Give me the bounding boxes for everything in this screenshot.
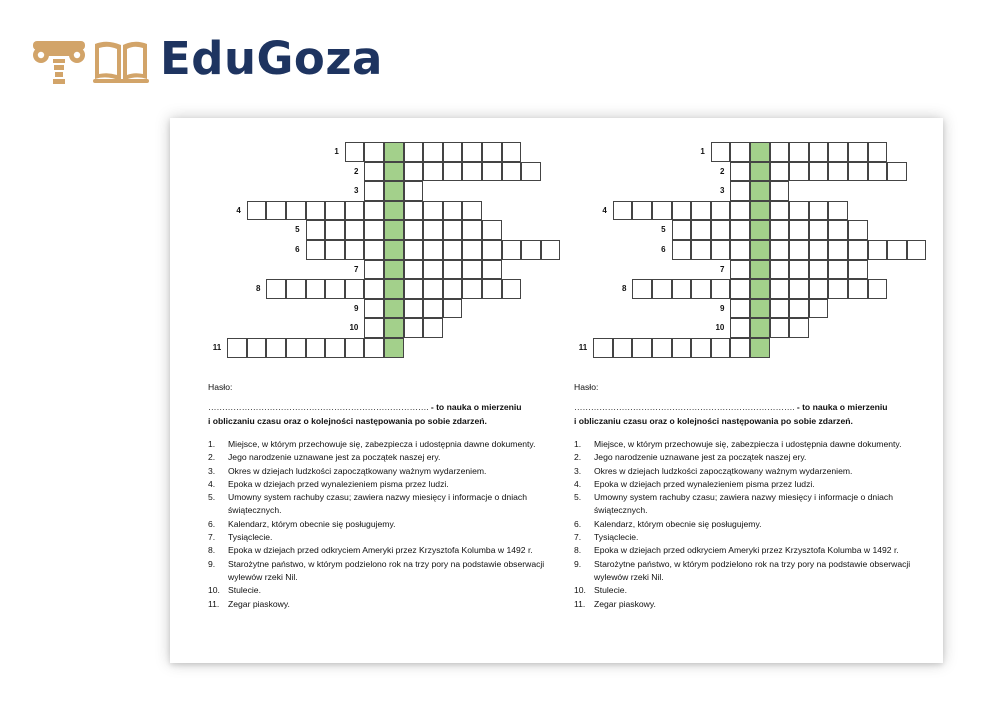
- crossword-row-number: 5: [295, 225, 300, 235]
- haslo-dots: …………………………………………………………………….: [208, 402, 429, 412]
- crossword-cell: [462, 279, 482, 299]
- clue-number: 1.: [574, 439, 582, 449]
- crossword-cell: [364, 240, 384, 260]
- crossword-cell: [652, 279, 672, 299]
- crossword-cell: [443, 142, 463, 162]
- crossword-cell: [521, 240, 541, 260]
- crossword-cell: [266, 201, 286, 221]
- crossword-cell: [423, 201, 443, 221]
- clue-item: [208, 544, 548, 557]
- crossword-cell: [730, 338, 750, 358]
- crossword-cell: [364, 299, 384, 319]
- crossword-cell: [613, 201, 633, 221]
- clue-number: 4.: [208, 478, 216, 489]
- crossword-row-number: 1: [700, 147, 705, 156]
- crossword-cell: [672, 338, 692, 358]
- haslo-definition: i obliczaniu czasu oraz o kolejności następowania po sobie zdarzeń.: [208, 416, 487, 426]
- crossword-cell: [730, 220, 750, 240]
- clue-text: Kalendarz, którym obecnie się posługujemy.: [594, 518, 762, 529]
- crossword-cell: [364, 279, 384, 299]
- clue-text: Starożytne państwo, w którym podzielono rok na trzy pory na podstawie obserwacji wylewów rzeki Nil.: [594, 558, 911, 582]
- crossword-cell: [345, 142, 365, 162]
- clue-text: Tysiąclecie.: [594, 532, 639, 543]
- crossword-cell: [711, 220, 731, 240]
- clue-number: 9.: [208, 558, 216, 569]
- crossword-key-cell: [384, 318, 404, 338]
- crossword-cell: [691, 201, 711, 221]
- haslo-answer-line: [574, 402, 888, 412]
- crossword-key-cell: [384, 201, 404, 221]
- haslo-dots: …………………………………………………………………….: [574, 402, 795, 412]
- crossword-cell: [789, 299, 809, 319]
- crossword-cell: [789, 318, 809, 338]
- crossword-row-number: 10: [715, 323, 725, 333]
- crossword-key-cell: [384, 338, 404, 358]
- crossword-key-cell: [750, 338, 770, 358]
- crossword-cell: [672, 279, 692, 299]
- crossword-cell: [482, 279, 502, 299]
- crossword-row-number: 10: [349, 323, 359, 333]
- crossword-cell: [462, 240, 482, 260]
- worksheet-copy-right: [570, 118, 940, 663]
- crossword-cell: [423, 318, 443, 338]
- crossword-row-number: 4: [602, 205, 607, 215]
- clue-list: [208, 438, 548, 611]
- crossword-cell: [868, 162, 888, 182]
- crossword-cell: [364, 181, 384, 201]
- crossword-cell: [364, 201, 384, 221]
- clue-number: 7.: [208, 532, 216, 543]
- crossword-cell: [730, 142, 750, 162]
- crossword-cell: [462, 201, 482, 221]
- crossword-cell: [672, 240, 692, 260]
- clue-number: 8.: [574, 545, 582, 556]
- clue-item: [208, 451, 548, 464]
- crossword-cell: [632, 279, 652, 299]
- crossword-cell: [325, 279, 345, 299]
- crossword-cell: [443, 220, 463, 240]
- crossword-cell: [423, 142, 443, 162]
- crossword-row-number: 3: [719, 186, 725, 196]
- crossword-cell: [770, 181, 790, 201]
- clue-text: Stulecie.: [228, 585, 261, 596]
- crossword-grid: [570, 118, 940, 378]
- clue-item: [208, 518, 548, 531]
- crossword-key-cell: [750, 240, 770, 260]
- clue-text: Starożytne państwo, w którym podzielono rok na trzy pory na podstawie obserwacji wylewów rzeki Nil.: [228, 558, 545, 582]
- crossword-row-number: 2: [353, 166, 359, 176]
- clue-number: 9.: [574, 558, 582, 569]
- crossword-cell: [482, 220, 502, 240]
- crossword-cell: [443, 299, 463, 319]
- crossword-cell: [423, 220, 443, 240]
- crossword-cell: [770, 299, 790, 319]
- crossword-cell: [730, 318, 750, 338]
- clue-number: 11.: [574, 598, 586, 609]
- crossword-key-cell: [750, 162, 770, 182]
- crossword-key-cell: [384, 181, 404, 201]
- crossword-cell: [482, 162, 502, 182]
- clue-number: 7.: [574, 532, 582, 543]
- crossword-cell: [711, 338, 731, 358]
- crossword-cell: [809, 162, 829, 182]
- clue-number: 5.: [574, 492, 582, 503]
- crossword-cell: [809, 279, 829, 299]
- crossword-key-cell: [750, 142, 770, 162]
- crossword-cell: [691, 220, 711, 240]
- crossword-cell: [809, 299, 829, 319]
- crossword-cell: [770, 240, 790, 260]
- clue-text: Jego narodzenie uznawane jest za początek naszej ery.: [594, 452, 807, 463]
- crossword-cell: [266, 279, 286, 299]
- crossword-cell: [404, 279, 424, 299]
- clue-item: [574, 598, 914, 611]
- crossword-cell: [423, 299, 443, 319]
- clue-item: [208, 584, 548, 597]
- crossword-cell: [730, 240, 750, 260]
- crossword-cell: [482, 142, 502, 162]
- crossword-row-number: 6: [661, 245, 666, 254]
- clue-item: [574, 465, 914, 478]
- clue-item: [574, 558, 914, 585]
- clue-text: Tysiąclecie.: [228, 532, 273, 543]
- crossword-cell: [404, 201, 424, 221]
- crossword-cell: [306, 220, 326, 240]
- clue-number: 2.: [574, 452, 582, 463]
- crossword-row-number: 3: [353, 186, 359, 196]
- crossword-cell: [848, 240, 868, 260]
- clue-item: [574, 544, 914, 557]
- crossword-cell: [868, 142, 888, 162]
- clue-item: [208, 438, 548, 451]
- clue-text: Jego narodzenie uznawane jest za początek naszej ery.: [228, 452, 441, 463]
- crossword-cell: [809, 260, 829, 280]
- crossword-cell: [809, 201, 829, 221]
- crossword-cell: [541, 240, 561, 260]
- crossword-cell: [364, 318, 384, 338]
- clue-number: 1.: [208, 439, 216, 449]
- crossword-cell: [286, 279, 306, 299]
- crossword-cell: [443, 162, 463, 182]
- clue-text: Epoka w dziejach przed odkryciem Ameryki przez Krzysztofa Kolumba w 1492 r.: [594, 545, 899, 556]
- crossword-cell: [462, 220, 482, 240]
- crossword-cell: [227, 338, 247, 358]
- worksheet-copy-left: [204, 118, 574, 663]
- crossword-cell: [521, 162, 541, 182]
- clue-item: [208, 531, 548, 544]
- clue-text: Umowny system rachuby czasu; zawiera nazwy miesięcy i informacje o dniach świątecznych.: [594, 492, 893, 516]
- clue-item: [574, 518, 914, 531]
- crossword-key-cell: [384, 220, 404, 240]
- crossword-cell: [502, 240, 522, 260]
- crossword-cell: [286, 201, 306, 221]
- crossword-cell: [770, 279, 790, 299]
- crossword-cell: [325, 201, 345, 221]
- crossword-cell: [887, 162, 907, 182]
- clue-text: Miejsce, w którym przechowuje się, zabezpiecza i udostępnia dawne dokumenty.: [228, 439, 536, 449]
- clue-number: 10.: [208, 585, 220, 596]
- crossword-key-cell: [750, 220, 770, 240]
- column-book-logo-icon: [33, 37, 151, 85]
- crossword-row-number: 6: [295, 245, 300, 254]
- crossword-cell: [306, 279, 326, 299]
- crossword-cell: [345, 279, 365, 299]
- clue-text: Stulecie.: [594, 585, 627, 596]
- crossword-cell: [770, 201, 790, 221]
- brand-logo: [33, 32, 383, 86]
- clue-number: 3.: [208, 465, 216, 476]
- crossword-row-number: 1: [334, 147, 339, 156]
- crossword-cell: [404, 162, 424, 182]
- crossword-cell: [443, 279, 463, 299]
- crossword-cell: [423, 260, 443, 280]
- clue-text: Okres w dziejach ludzkości zapoczątkowany ważnym wydarzeniem.: [228, 465, 487, 476]
- crossword-cell: [848, 279, 868, 299]
- crossword-cell: [789, 162, 809, 182]
- crossword-cell: [848, 162, 868, 182]
- crossword-cell: [632, 338, 652, 358]
- crossword-cell: [462, 142, 482, 162]
- crossword-cell: [306, 240, 326, 260]
- crossword-cell: [691, 338, 711, 358]
- clue-item: [574, 491, 914, 518]
- crossword-cell: [404, 142, 424, 162]
- crossword-cell: [502, 279, 522, 299]
- crossword-key-cell: [384, 162, 404, 182]
- crossword-cell: [809, 142, 829, 162]
- crossword-grid: [204, 118, 574, 378]
- crossword-key-cell: [750, 318, 770, 338]
- crossword-cell: [443, 240, 463, 260]
- crossword-cell: [770, 260, 790, 280]
- clue-item: [574, 584, 914, 597]
- crossword-cell: [672, 220, 692, 240]
- crossword-cell: [247, 338, 267, 358]
- crossword-cell: [907, 240, 927, 260]
- clue-item: [208, 465, 548, 478]
- crossword-cell: [730, 162, 750, 182]
- crossword-row-number: 4: [236, 205, 241, 215]
- crossword-cell: [887, 240, 907, 260]
- crossword-cell: [652, 338, 672, 358]
- crossword-cell: [423, 279, 443, 299]
- crossword-cell: [364, 142, 384, 162]
- haslo-label: Hasło:: [208, 382, 233, 392]
- crossword-cell: [364, 338, 384, 358]
- crossword-cell: [613, 338, 633, 358]
- clue-item: [574, 531, 914, 544]
- crossword-cell: [345, 240, 365, 260]
- crossword-cell: [730, 181, 750, 201]
- crossword-cell: [848, 260, 868, 280]
- crossword-key-cell: [750, 279, 770, 299]
- crossword-cell: [404, 318, 424, 338]
- worksheet: [170, 118, 943, 663]
- crossword-cell: [404, 220, 424, 240]
- crossword-key-cell: [750, 181, 770, 201]
- crossword-cell: [632, 201, 652, 221]
- clue-number: 5.: [208, 492, 216, 503]
- clue-number: 6.: [574, 518, 582, 529]
- clue-number: 6.: [208, 518, 216, 529]
- crossword-cell: [404, 181, 424, 201]
- crossword-cell: [828, 240, 848, 260]
- crossword-cell: [286, 338, 306, 358]
- crossword-cell: [789, 279, 809, 299]
- crossword-cell: [364, 260, 384, 280]
- crossword-cell: [828, 220, 848, 240]
- crossword-cell: [652, 201, 672, 221]
- crossword-cell: [711, 240, 731, 260]
- clue-text: Epoka w dziejach przed wynalezieniem pisma przez ludzi.: [228, 478, 449, 489]
- crossword-key-cell: [384, 299, 404, 319]
- crossword-cell: [345, 220, 365, 240]
- haslo-suffix: - to nauka o mierzeniu: [428, 402, 522, 412]
- crossword-cell: [730, 299, 750, 319]
- haslo-suffix: - to nauka o mierzeniu: [794, 402, 888, 412]
- crossword-key-cell: [750, 201, 770, 221]
- crossword-cell: [325, 338, 345, 358]
- crossword-cell: [809, 220, 829, 240]
- crossword-cell: [691, 240, 711, 260]
- crossword-cell: [462, 260, 482, 280]
- crossword-cell: [828, 260, 848, 280]
- clue-text: Epoka w dziejach przed odkryciem Ameryki przez Krzysztofa Kolumba w 1492 r.: [228, 545, 533, 556]
- crossword-cell: [789, 142, 809, 162]
- crossword-cell: [711, 201, 731, 221]
- crossword-cell: [345, 201, 365, 221]
- crossword-cell: [364, 162, 384, 182]
- clue-list: [574, 438, 914, 611]
- clue-text: Epoka w dziejach przed wynalezieniem pisma przez ludzi.: [594, 478, 815, 489]
- crossword-cell: [828, 201, 848, 221]
- crossword-cell: [443, 201, 463, 221]
- crossword-row-number: 11: [212, 343, 222, 352]
- crossword-cell: [828, 162, 848, 182]
- crossword-cell: [325, 220, 345, 240]
- crossword-cell: [482, 260, 502, 280]
- crossword-cell: [789, 240, 809, 260]
- crossword-cell: [809, 240, 829, 260]
- clue-text: Zegar piaskowy.: [594, 598, 656, 609]
- crossword-cell: [691, 279, 711, 299]
- crossword-cell: [502, 162, 522, 182]
- crossword-row-number: 8: [621, 284, 627, 294]
- crossword-cell: [593, 338, 613, 358]
- clue-item: [208, 478, 548, 491]
- crossword-cell: [462, 162, 482, 182]
- crossword-cell: [828, 279, 848, 299]
- crossword-row-number: 5: [661, 225, 666, 235]
- crossword-cell: [404, 299, 424, 319]
- crossword-key-cell: [384, 260, 404, 280]
- clue-item: [208, 558, 548, 585]
- crossword-key-cell: [384, 240, 404, 260]
- crossword-cell: [502, 142, 522, 162]
- haslo-answer-line: [208, 402, 522, 412]
- crossword-cell: [672, 201, 692, 221]
- crossword-cell: [404, 260, 424, 280]
- crossword-cell: [868, 279, 888, 299]
- crossword-cell: [868, 240, 888, 260]
- clue-number: 2.: [208, 452, 216, 463]
- crossword-cell: [443, 260, 463, 280]
- clue-item: [208, 491, 548, 518]
- crossword-key-cell: [384, 142, 404, 162]
- crossword-cell: [848, 220, 868, 240]
- crossword-row-number: 8: [255, 284, 261, 294]
- crossword-row-number: 11: [578, 343, 588, 352]
- crossword-cell: [266, 338, 286, 358]
- crossword-key-cell: [384, 279, 404, 299]
- clue-text: Miejsce, w którym przechowuje się, zabezpiecza i udostępnia dawne dokumenty.: [594, 439, 902, 449]
- haslo-definition: i obliczaniu czasu oraz o kolejności następowania po sobie zdarzeń.: [574, 416, 853, 426]
- crossword-cell: [306, 201, 326, 221]
- crossword-cell: [711, 279, 731, 299]
- crossword-cell: [730, 260, 750, 280]
- clue-number: 10.: [574, 585, 586, 596]
- crossword-key-cell: [750, 260, 770, 280]
- clue-text: Zegar piaskowy.: [228, 598, 290, 609]
- crossword-cell: [364, 220, 384, 240]
- haslo-label: Hasło:: [574, 382, 599, 392]
- clue-text: Okres w dziejach ludzkości zapoczątkowany ważnym wydarzeniem.: [594, 465, 853, 476]
- crossword-row-number: 9: [353, 303, 359, 313]
- crossword-key-cell: [750, 299, 770, 319]
- crossword-cell: [848, 142, 868, 162]
- crossword-row-number: 7: [353, 264, 359, 274]
- crossword-cell: [345, 338, 365, 358]
- crossword-cell: [482, 240, 502, 260]
- clue-number: 8.: [208, 545, 216, 556]
- crossword-cell: [770, 220, 790, 240]
- crossword-cell: [404, 240, 424, 260]
- crossword-cell: [770, 142, 790, 162]
- crossword-cell: [423, 240, 443, 260]
- crossword-cell: [730, 279, 750, 299]
- clue-item: [208, 598, 548, 611]
- crossword-cell: [828, 142, 848, 162]
- crossword-cell: [789, 260, 809, 280]
- crossword-cell: [789, 220, 809, 240]
- crossword-row-number: 7: [719, 264, 725, 274]
- crossword-row-number: 9: [719, 303, 725, 313]
- clue-item: [574, 478, 914, 491]
- clue-number: 11.: [208, 598, 220, 609]
- crossword-cell: [247, 201, 267, 221]
- clue-text: Kalendarz, którym obecnie się posługujemy.: [228, 518, 396, 529]
- crossword-cell: [770, 318, 790, 338]
- brand-name: EduGoza: [160, 32, 383, 85]
- crossword-cell: [325, 240, 345, 260]
- crossword-row-number: 2: [719, 166, 725, 176]
- crossword-cell: [711, 142, 731, 162]
- crossword-cell: [789, 201, 809, 221]
- clue-item: [574, 438, 914, 451]
- crossword-cell: [730, 201, 750, 221]
- crossword-cell: [306, 338, 326, 358]
- clue-text: Umowny system rachuby czasu; zawiera nazwy miesięcy i informacje o dniach świątecznych.: [228, 492, 527, 516]
- clue-number: 4.: [574, 478, 582, 489]
- crossword-cell: [770, 162, 790, 182]
- clue-number: 3.: [574, 465, 582, 476]
- clue-item: [574, 451, 914, 464]
- crossword-cell: [423, 162, 443, 182]
